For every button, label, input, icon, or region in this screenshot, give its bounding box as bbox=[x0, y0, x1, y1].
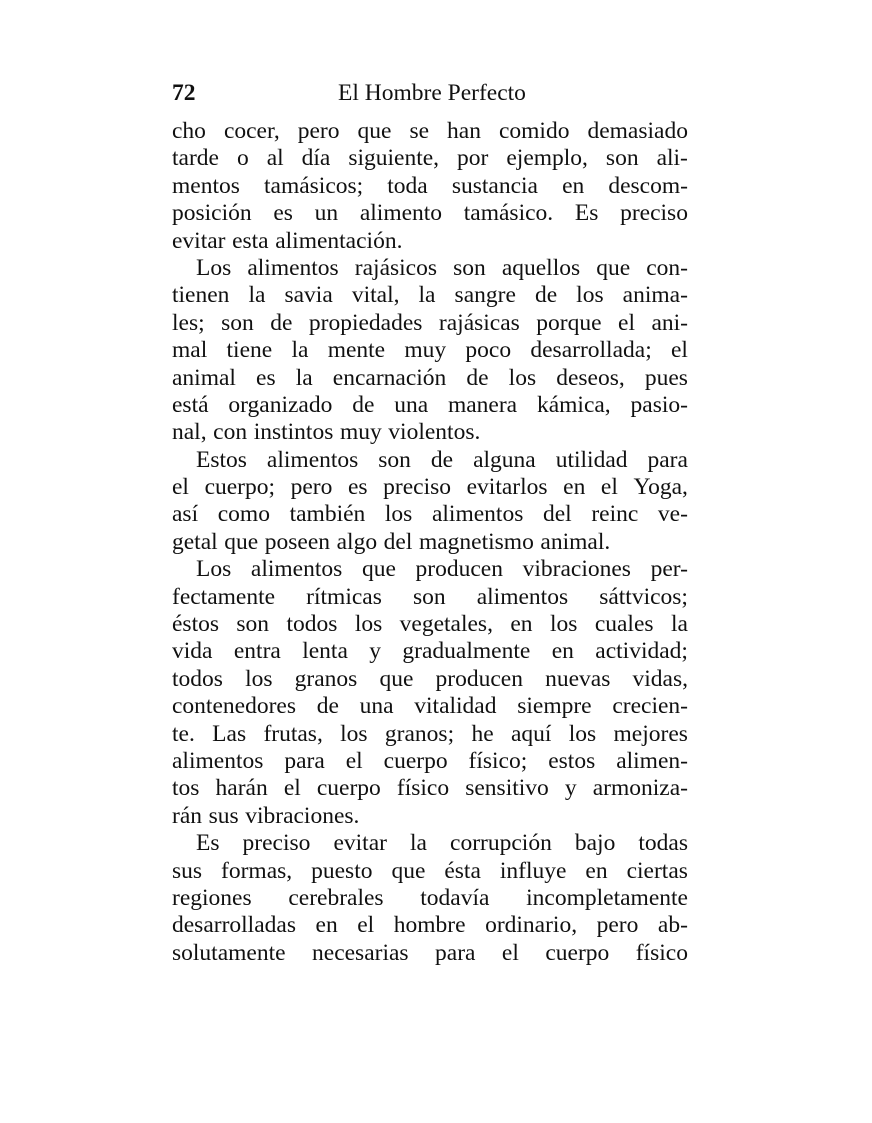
word: los bbox=[384, 501, 413, 528]
word: alimentos bbox=[172, 747, 264, 774]
word: físico; bbox=[468, 747, 528, 774]
word: poseen bbox=[264, 528, 331, 555]
word: alimentos bbox=[250, 556, 343, 583]
word: así bbox=[172, 501, 199, 528]
word: evitarlos bbox=[466, 474, 548, 501]
word: pero bbox=[290, 474, 333, 501]
word: los bbox=[245, 665, 273, 692]
word: la bbox=[291, 337, 309, 364]
word: para bbox=[284, 747, 325, 774]
word: pero bbox=[596, 912, 639, 939]
text-line bbox=[172, 228, 688, 255]
word: el bbox=[671, 337, 688, 364]
word: preciso bbox=[242, 830, 311, 857]
word: cuerpo bbox=[545, 939, 610, 966]
word: que bbox=[357, 118, 392, 144]
word: tienen bbox=[172, 282, 230, 309]
word: día bbox=[301, 145, 331, 172]
word: algo bbox=[336, 528, 378, 555]
word: toda bbox=[387, 172, 428, 199]
word: kámica, bbox=[536, 391, 611, 418]
word: la bbox=[670, 611, 688, 638]
text-line bbox=[172, 748, 688, 775]
word: ali- bbox=[656, 145, 688, 172]
word: con bbox=[213, 419, 248, 446]
text-line bbox=[172, 501, 688, 528]
word: para bbox=[647, 446, 688, 473]
word: tarde bbox=[172, 145, 219, 172]
word: los bbox=[549, 611, 578, 638]
word: instintos bbox=[253, 419, 334, 446]
text-line bbox=[172, 775, 688, 802]
page-number: 72 bbox=[172, 80, 196, 106]
word: alimentación. bbox=[275, 227, 403, 254]
word: mejores bbox=[613, 720, 688, 747]
word: fectamente bbox=[172, 583, 276, 610]
word: que bbox=[391, 857, 426, 884]
word: harán bbox=[215, 775, 268, 802]
word: la bbox=[410, 830, 427, 857]
word: pasio- bbox=[630, 391, 688, 418]
word: ésta bbox=[444, 857, 481, 884]
word: todos bbox=[172, 665, 223, 692]
word: todavía bbox=[420, 884, 490, 911]
text-line bbox=[172, 912, 688, 939]
word: ejemplo, bbox=[506, 145, 588, 172]
word: crecien- bbox=[612, 693, 688, 720]
word: estos bbox=[548, 747, 596, 774]
word: sus bbox=[208, 802, 239, 829]
word: alimento bbox=[359, 200, 443, 227]
word: que bbox=[379, 665, 414, 692]
word: sangre bbox=[454, 282, 516, 309]
word: sensitivo bbox=[465, 775, 549, 802]
text-line bbox=[172, 830, 688, 857]
word: para bbox=[435, 939, 476, 966]
text-line bbox=[172, 885, 688, 912]
word: alimentos bbox=[476, 583, 569, 610]
word: una bbox=[359, 693, 394, 720]
word: en bbox=[563, 474, 586, 501]
text-line bbox=[172, 721, 688, 748]
word: vitalidad bbox=[414, 693, 497, 720]
word: de bbox=[466, 364, 489, 391]
word: tamásico. bbox=[463, 200, 554, 227]
word: cho bbox=[172, 118, 206, 144]
word: entra bbox=[233, 638, 281, 665]
word: influye bbox=[499, 857, 567, 884]
word: los bbox=[568, 720, 597, 747]
word: el bbox=[357, 912, 375, 939]
page-header bbox=[172, 72, 688, 118]
word: rajásicas bbox=[438, 309, 520, 336]
word: cerebrales bbox=[288, 884, 384, 911]
word: savia bbox=[284, 282, 333, 309]
word: Los bbox=[196, 556, 232, 583]
word: son bbox=[221, 309, 254, 336]
word: actividad; bbox=[595, 638, 688, 665]
word: sus bbox=[172, 857, 203, 884]
word: magnetismo bbox=[418, 528, 534, 555]
text-line bbox=[172, 337, 688, 364]
word: esta bbox=[232, 227, 269, 254]
word: deseos, bbox=[556, 364, 625, 391]
word: de bbox=[352, 391, 375, 418]
word: en bbox=[562, 172, 585, 199]
word: contenedores bbox=[172, 693, 296, 720]
word: Es bbox=[574, 200, 599, 227]
word: posición bbox=[172, 200, 252, 227]
word: animal bbox=[172, 364, 236, 391]
word: evitar bbox=[172, 227, 226, 254]
word: que bbox=[596, 254, 631, 281]
word: cuerpo bbox=[316, 775, 381, 802]
text-line bbox=[172, 474, 688, 501]
word: de bbox=[430, 446, 454, 473]
word: violentos. bbox=[388, 419, 481, 446]
word: nuevas bbox=[545, 665, 611, 692]
text-line bbox=[172, 556, 688, 583]
text-line bbox=[172, 447, 688, 474]
text-line bbox=[172, 145, 688, 172]
word: tos bbox=[172, 775, 200, 802]
word: han bbox=[447, 118, 481, 144]
text-line bbox=[172, 365, 688, 392]
word: el bbox=[172, 474, 189, 501]
word: producen bbox=[415, 556, 503, 583]
text-line bbox=[172, 282, 688, 309]
word: físico bbox=[396, 775, 450, 802]
word: vidas, bbox=[632, 665, 688, 692]
word: reinc bbox=[591, 501, 639, 528]
running-title: El Hombre Perfecto bbox=[338, 80, 526, 106]
word: lenta bbox=[302, 638, 348, 665]
word: los bbox=[354, 611, 383, 638]
word: siguiente, bbox=[348, 145, 440, 172]
word: ve- bbox=[657, 501, 688, 528]
text-line bbox=[172, 584, 688, 611]
word: rítmicas bbox=[306, 583, 382, 610]
word: per- bbox=[650, 556, 688, 583]
word: Yoga, bbox=[633, 474, 688, 501]
word: ab- bbox=[657, 912, 688, 939]
word: y bbox=[369, 638, 382, 665]
text-line bbox=[172, 693, 688, 720]
word: propiedades bbox=[308, 309, 423, 336]
word: son bbox=[453, 254, 486, 281]
word: necesarias bbox=[312, 939, 409, 966]
word: tamásicos; bbox=[263, 172, 364, 199]
text-line bbox=[172, 310, 688, 337]
word: mente bbox=[327, 337, 386, 364]
word: son bbox=[412, 583, 446, 610]
word: como bbox=[217, 501, 270, 528]
word: son bbox=[378, 446, 411, 473]
word: alguna bbox=[473, 446, 536, 473]
word: por bbox=[457, 145, 489, 172]
word: mentos bbox=[172, 172, 240, 199]
word: los bbox=[576, 282, 604, 309]
word: que bbox=[361, 556, 396, 583]
word: utilidad bbox=[555, 446, 628, 473]
text-line bbox=[172, 666, 688, 693]
word: es bbox=[347, 474, 368, 501]
word: el bbox=[618, 309, 635, 336]
word: muy bbox=[404, 337, 447, 364]
word: en bbox=[585, 857, 608, 884]
word: puesto bbox=[311, 857, 373, 884]
word: se bbox=[409, 118, 430, 144]
word: vegetales, bbox=[399, 611, 493, 638]
word: un bbox=[314, 200, 339, 227]
word: producen bbox=[435, 665, 523, 692]
word: aquellos bbox=[501, 254, 581, 281]
word: cuerpo bbox=[383, 747, 448, 774]
word: los bbox=[508, 364, 537, 391]
word: getal bbox=[172, 528, 218, 555]
text-line bbox=[172, 173, 688, 200]
word: desarrolladas bbox=[172, 912, 296, 939]
text-line bbox=[172, 529, 688, 556]
text-line bbox=[172, 858, 688, 885]
word: gradualmente bbox=[402, 638, 531, 665]
word: o bbox=[236, 145, 249, 172]
word: corrupción bbox=[450, 830, 552, 857]
word: manera bbox=[447, 391, 518, 418]
word: alimen- bbox=[616, 747, 688, 774]
word: sáttvicos; bbox=[599, 583, 688, 610]
word: del bbox=[383, 528, 413, 555]
word: del bbox=[542, 501, 572, 528]
word: el bbox=[345, 747, 363, 774]
word: granos bbox=[294, 665, 358, 692]
word: ciertas bbox=[626, 857, 688, 884]
word: son bbox=[236, 611, 270, 638]
text-line bbox=[172, 392, 688, 419]
word: todas bbox=[638, 830, 688, 857]
word: les; bbox=[172, 309, 205, 336]
word: también bbox=[289, 501, 366, 528]
word: alimentos bbox=[431, 501, 524, 528]
word: muy bbox=[339, 419, 382, 446]
word: demasiado bbox=[587, 118, 688, 144]
word: rajásicos bbox=[354, 254, 437, 281]
word: el bbox=[283, 775, 301, 802]
word: tiene bbox=[226, 337, 273, 364]
word: al bbox=[266, 145, 284, 172]
word: hombre bbox=[393, 912, 466, 939]
word: aquí bbox=[510, 720, 552, 747]
word: frutas, bbox=[263, 720, 323, 747]
word: desarrollada; bbox=[530, 337, 652, 364]
word: el bbox=[600, 474, 618, 501]
text-line bbox=[172, 638, 688, 665]
word: Estos bbox=[196, 446, 247, 473]
word: nal, bbox=[172, 419, 207, 446]
word: animal. bbox=[540, 528, 611, 555]
word: en bbox=[551, 638, 574, 665]
word: preciso bbox=[383, 474, 452, 501]
word: de bbox=[270, 309, 293, 336]
word: encarnación bbox=[332, 364, 447, 391]
word: con- bbox=[646, 254, 688, 281]
word: cuerpo; bbox=[204, 474, 276, 501]
word: he bbox=[471, 720, 494, 747]
word: en bbox=[315, 912, 338, 939]
word: la bbox=[295, 364, 313, 391]
word: vibraciones. bbox=[245, 802, 360, 829]
word: granos; bbox=[384, 720, 455, 747]
word: de bbox=[316, 693, 339, 720]
word: regiones bbox=[172, 884, 252, 911]
word: poco bbox=[465, 337, 512, 364]
word: alimentos bbox=[247, 254, 339, 281]
word: siempre bbox=[517, 693, 592, 720]
word: éstos bbox=[172, 611, 219, 638]
word: son bbox=[605, 145, 639, 172]
word: Las bbox=[212, 720, 247, 747]
word: pero bbox=[297, 118, 340, 144]
word: es bbox=[273, 200, 293, 227]
word: formas, bbox=[221, 857, 293, 884]
text-line bbox=[172, 118, 688, 145]
text-line bbox=[172, 200, 688, 227]
text-line bbox=[172, 803, 688, 830]
word: todos bbox=[286, 611, 338, 638]
word: vida bbox=[172, 638, 213, 665]
word: una bbox=[394, 391, 429, 418]
word: Es bbox=[196, 830, 220, 857]
word: te. bbox=[172, 720, 195, 747]
text-line bbox=[172, 940, 688, 967]
word: incompletamente bbox=[526, 884, 688, 911]
word: está bbox=[172, 391, 209, 418]
word: es bbox=[256, 364, 276, 391]
word: Los bbox=[196, 254, 232, 281]
body-text bbox=[172, 118, 688, 967]
word: pues bbox=[644, 364, 688, 391]
word: vital, bbox=[351, 282, 400, 309]
word: que bbox=[224, 528, 259, 555]
word: físico bbox=[635, 939, 688, 966]
word: mal bbox=[172, 337, 208, 364]
word: vibraciones bbox=[522, 556, 631, 583]
word: solutamente bbox=[172, 939, 286, 966]
word: evitar bbox=[333, 830, 387, 857]
word: alimentos bbox=[266, 446, 359, 473]
word: ani- bbox=[651, 309, 688, 336]
word: la bbox=[248, 282, 266, 309]
word: descom- bbox=[608, 172, 688, 199]
book-page bbox=[172, 72, 688, 967]
word: armoniza- bbox=[592, 775, 688, 802]
word: rán bbox=[172, 802, 203, 829]
text-line bbox=[172, 255, 688, 282]
word: en bbox=[510, 611, 533, 638]
word: el bbox=[501, 939, 519, 966]
word: anima- bbox=[622, 282, 688, 309]
word: preciso bbox=[620, 200, 688, 227]
text-line bbox=[172, 419, 688, 446]
word: bajo bbox=[574, 830, 616, 857]
word: de bbox=[534, 282, 558, 309]
word: y bbox=[564, 775, 577, 802]
word: porque bbox=[536, 309, 602, 336]
word: cocer, bbox=[223, 118, 280, 144]
word: la bbox=[418, 282, 436, 309]
word: los bbox=[340, 720, 368, 747]
word: ordinario, bbox=[485, 912, 578, 939]
word: cuales bbox=[594, 611, 654, 638]
word: comido bbox=[498, 118, 570, 144]
word: organizado bbox=[228, 391, 333, 418]
text-line bbox=[172, 611, 688, 638]
word: sustancia bbox=[451, 172, 538, 199]
